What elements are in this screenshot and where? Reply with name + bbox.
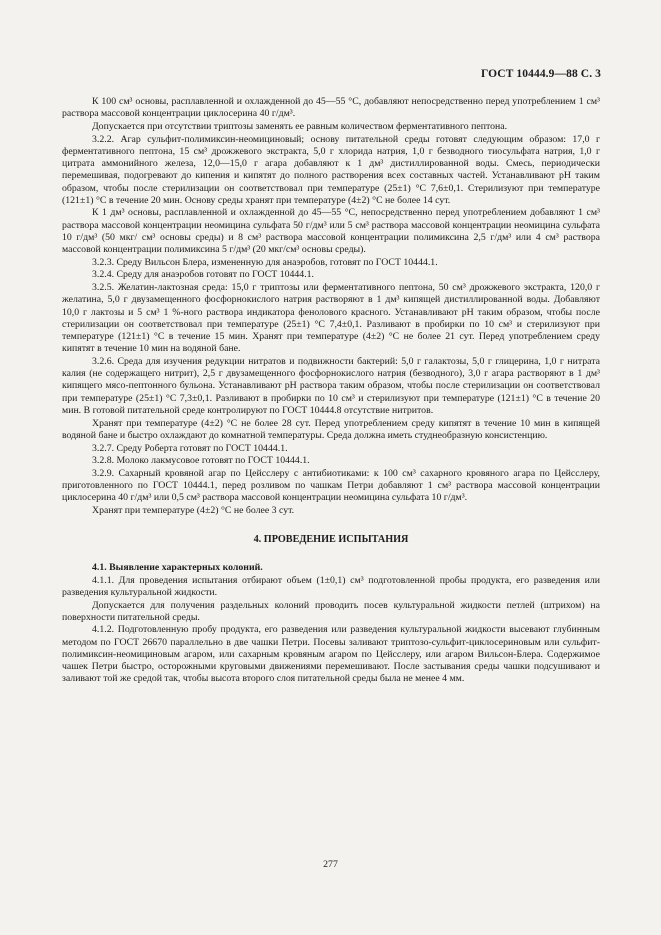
paragraph: Хранят при температуре (4±2) °С не более 3 сут. bbox=[92, 504, 295, 516]
paragraph-3-2-4: 3.2.4. Среду для анаэробов готовят по ГОСТ 10444.1. bbox=[92, 269, 314, 281]
paragraph: К 1 дм³ основы, расплавленной и охлажденной до 45—55 °С, непосредственно перед употреблением добавляют 1 см³ раствора массовой концентрации неомицина сульфата 50 г/дм³ или 5 см³ раствора массовой концентрации неомицина сульфата 10 г/дм³ (50 мкг/ см³ основы среды) и 8 см³ раствора массовой концентрации полимиксина 2,5 г/дм³ или 4 см³ раствора массовой концентрации полимиксина 5 г/дм³ (20 мкг/см³ основы среды). bbox=[62, 207, 600, 256]
paragraph-4-1-2: 4.1.2. Подготовленную пробу продукта, его разведения или разведения культуральной жидкости высевают глубинным методом по ГОСТ 26670 параллельно в две чашки Петри. Посевы заливают триптозо-сульфит-циклосериновым или сульфит-полимиксин-неомициновым агаром, или сахарным кровяным агаром по Цейсслеру, или агаром Вильсон-Блера. Содержимое чашек Петри быстро, осторожными круговыми движениями перемешивают. После застывания среды чашки подсушивают и заливают той же средой так, чтобы высота второго слоя питательной среды была не менее 4 мм. bbox=[62, 624, 600, 685]
paragraph: К 100 см³ основы, расплавленной и охлажденной до 45—55 °С, добавляют непосредственно перед употреблением 1 см³ раствора массовой концентрации циклосерина 40 г/дм³. bbox=[62, 96, 600, 120]
subsection-title: 4.1. Выявление характерных колоний. bbox=[92, 562, 263, 574]
paragraph-3-2-8: 3.2.8. Молоко лакмусовое готовят по ГОСТ 10444.1. bbox=[92, 455, 310, 467]
paragraph-3-2-9: 3.2.9. Сахарный кровяной агар по Цейсслеру с антибиотиками: к 100 см³ сахарного кровяного агара по Цейсслеру, приготовленного по ГОСТ 10444.1, перед розливом по чашкам Петри добавляют 1 см³ раствора массовой концентрации циклосерина 40 г/дм³ или 0,5 см³ раствора массовой концентрации неомицина сульфата 10 г/дм³. bbox=[62, 467, 600, 504]
paragraph-3-2-7: 3.2.7. Среду Роберта готовят по ГОСТ 10444.1. bbox=[92, 442, 288, 454]
paragraph-3-2-2: 3.2.2. Агар сульфит-полимиксин-неомициновый; основу питательной среды готовят следующим образом: 17,0 г ферментативного пептона, 15 см³ дрожжевого экстракта, 5,0 г хлорида натрия, 1,0 г безводного тиосульфата натрия, 1,0 г цитрата аммонийного железа, 12,0—15,0 г агара добавляют к 1 дм³ дистиллированной воды. Смесь, периодически перемешивая, подогревают до кипения и кипятят до полного растворения всех составных частей. Устанавливают рН таким образом, чтобы после стерилизации он соответствовал при температуре (25±1) °С 7,6±0,1. Стерилизуют при температуре (121±1) °С в течение 20 мин. Основу среды хранят при температуре (4±2) °С не более 14 сут. bbox=[62, 133, 600, 206]
document-body bbox=[62, 96, 600, 686]
paragraph-3-2-5: 3.2.5. Желатин-лактозная среда: 15,0 г триптозы или ферментативного пептона, 50 см³ дрожжевого экстракта, 120,0 г желатина, 5,0 г двузамещенного фосфорнокислого натрия растворяют в 1 дм³ кипящей дистиллированной воды. Добавляют 10,0 г лактозы и 5 см³ 1 %-ного раствора индикатора фенолового красного. Устанавливают рН таким образом, чтобы после стерилизации он соответствовал при температуре (25±1) °С 7,4±0,1. Разливают в пробирки по 10 см³ и стерилизуют при температуре (121±1) °С в течение 15 мин. Хранят при температуре (4±2) °С не более 21 сут. Перед употреблением среду кипятят в течение 10 мин на водяной бане. bbox=[62, 282, 600, 355]
section-title: 4. ПРОВЕДЕНИЕ ИСПЫТАНИЯ bbox=[253, 534, 409, 546]
paragraph: Хранят при температуре (4±2) °С не более 28 сут. Перед употреблением среду кипятят в течение 10 мин в кипящей водяной бане и быстро охлаждают до комнатной температуры. Среда должна иметь студнеобразную консистенцию. bbox=[62, 417, 600, 441]
page-number: 277 bbox=[323, 859, 338, 870]
paragraph: Допускается для получения раздельных колоний проводить посев культуральной жидкости петлей (штрихом) на поверхности питательной среды. bbox=[62, 599, 600, 623]
paragraph-4-1-1: 4.1.1. Для проведения испытания отбирают объем (1±0,1) см³ подготовленной пробы продукта, его разведения или разведения культуральной жидкости. bbox=[62, 574, 600, 598]
paragraph: Допускается при отсутствии триптозы заменять ее равным количеством ферментативного пептона. bbox=[92, 120, 508, 132]
page-header: ГОСТ 10444.9—88 С. 3 bbox=[480, 68, 601, 80]
paragraph-3-2-3: 3.2.3. Среду Вильсон Блера, измененную для анаэробов, готовят по ГОСТ 10444.1. bbox=[92, 256, 438, 268]
paragraph-3-2-6: 3.2.6. Среда для изучения редукции нитратов и подвижности бактерий: 5,0 г галактозы, 5,0 г глицерина, 1,0 г нитрата калия (не содержащего нитрит), 2,5 г двузамещенного фосфорнокислого натрия (безводного), 3,0 г агара растворяют в 1 дм³ кипящего мясо-пептонного бульона. Устанавливают рН раствора таким образом, чтобы после стерилизации он соответствовал при температуре (25±1) °С 7,3±0,1. Разливают в пробирки по 10 см³ и стерилизуют при температуре (121±1) °С в течение 20 мин. В готовой питательной среде контролируют по ГОСТ 10444.8 отсутствие нитритов. bbox=[62, 355, 600, 416]
